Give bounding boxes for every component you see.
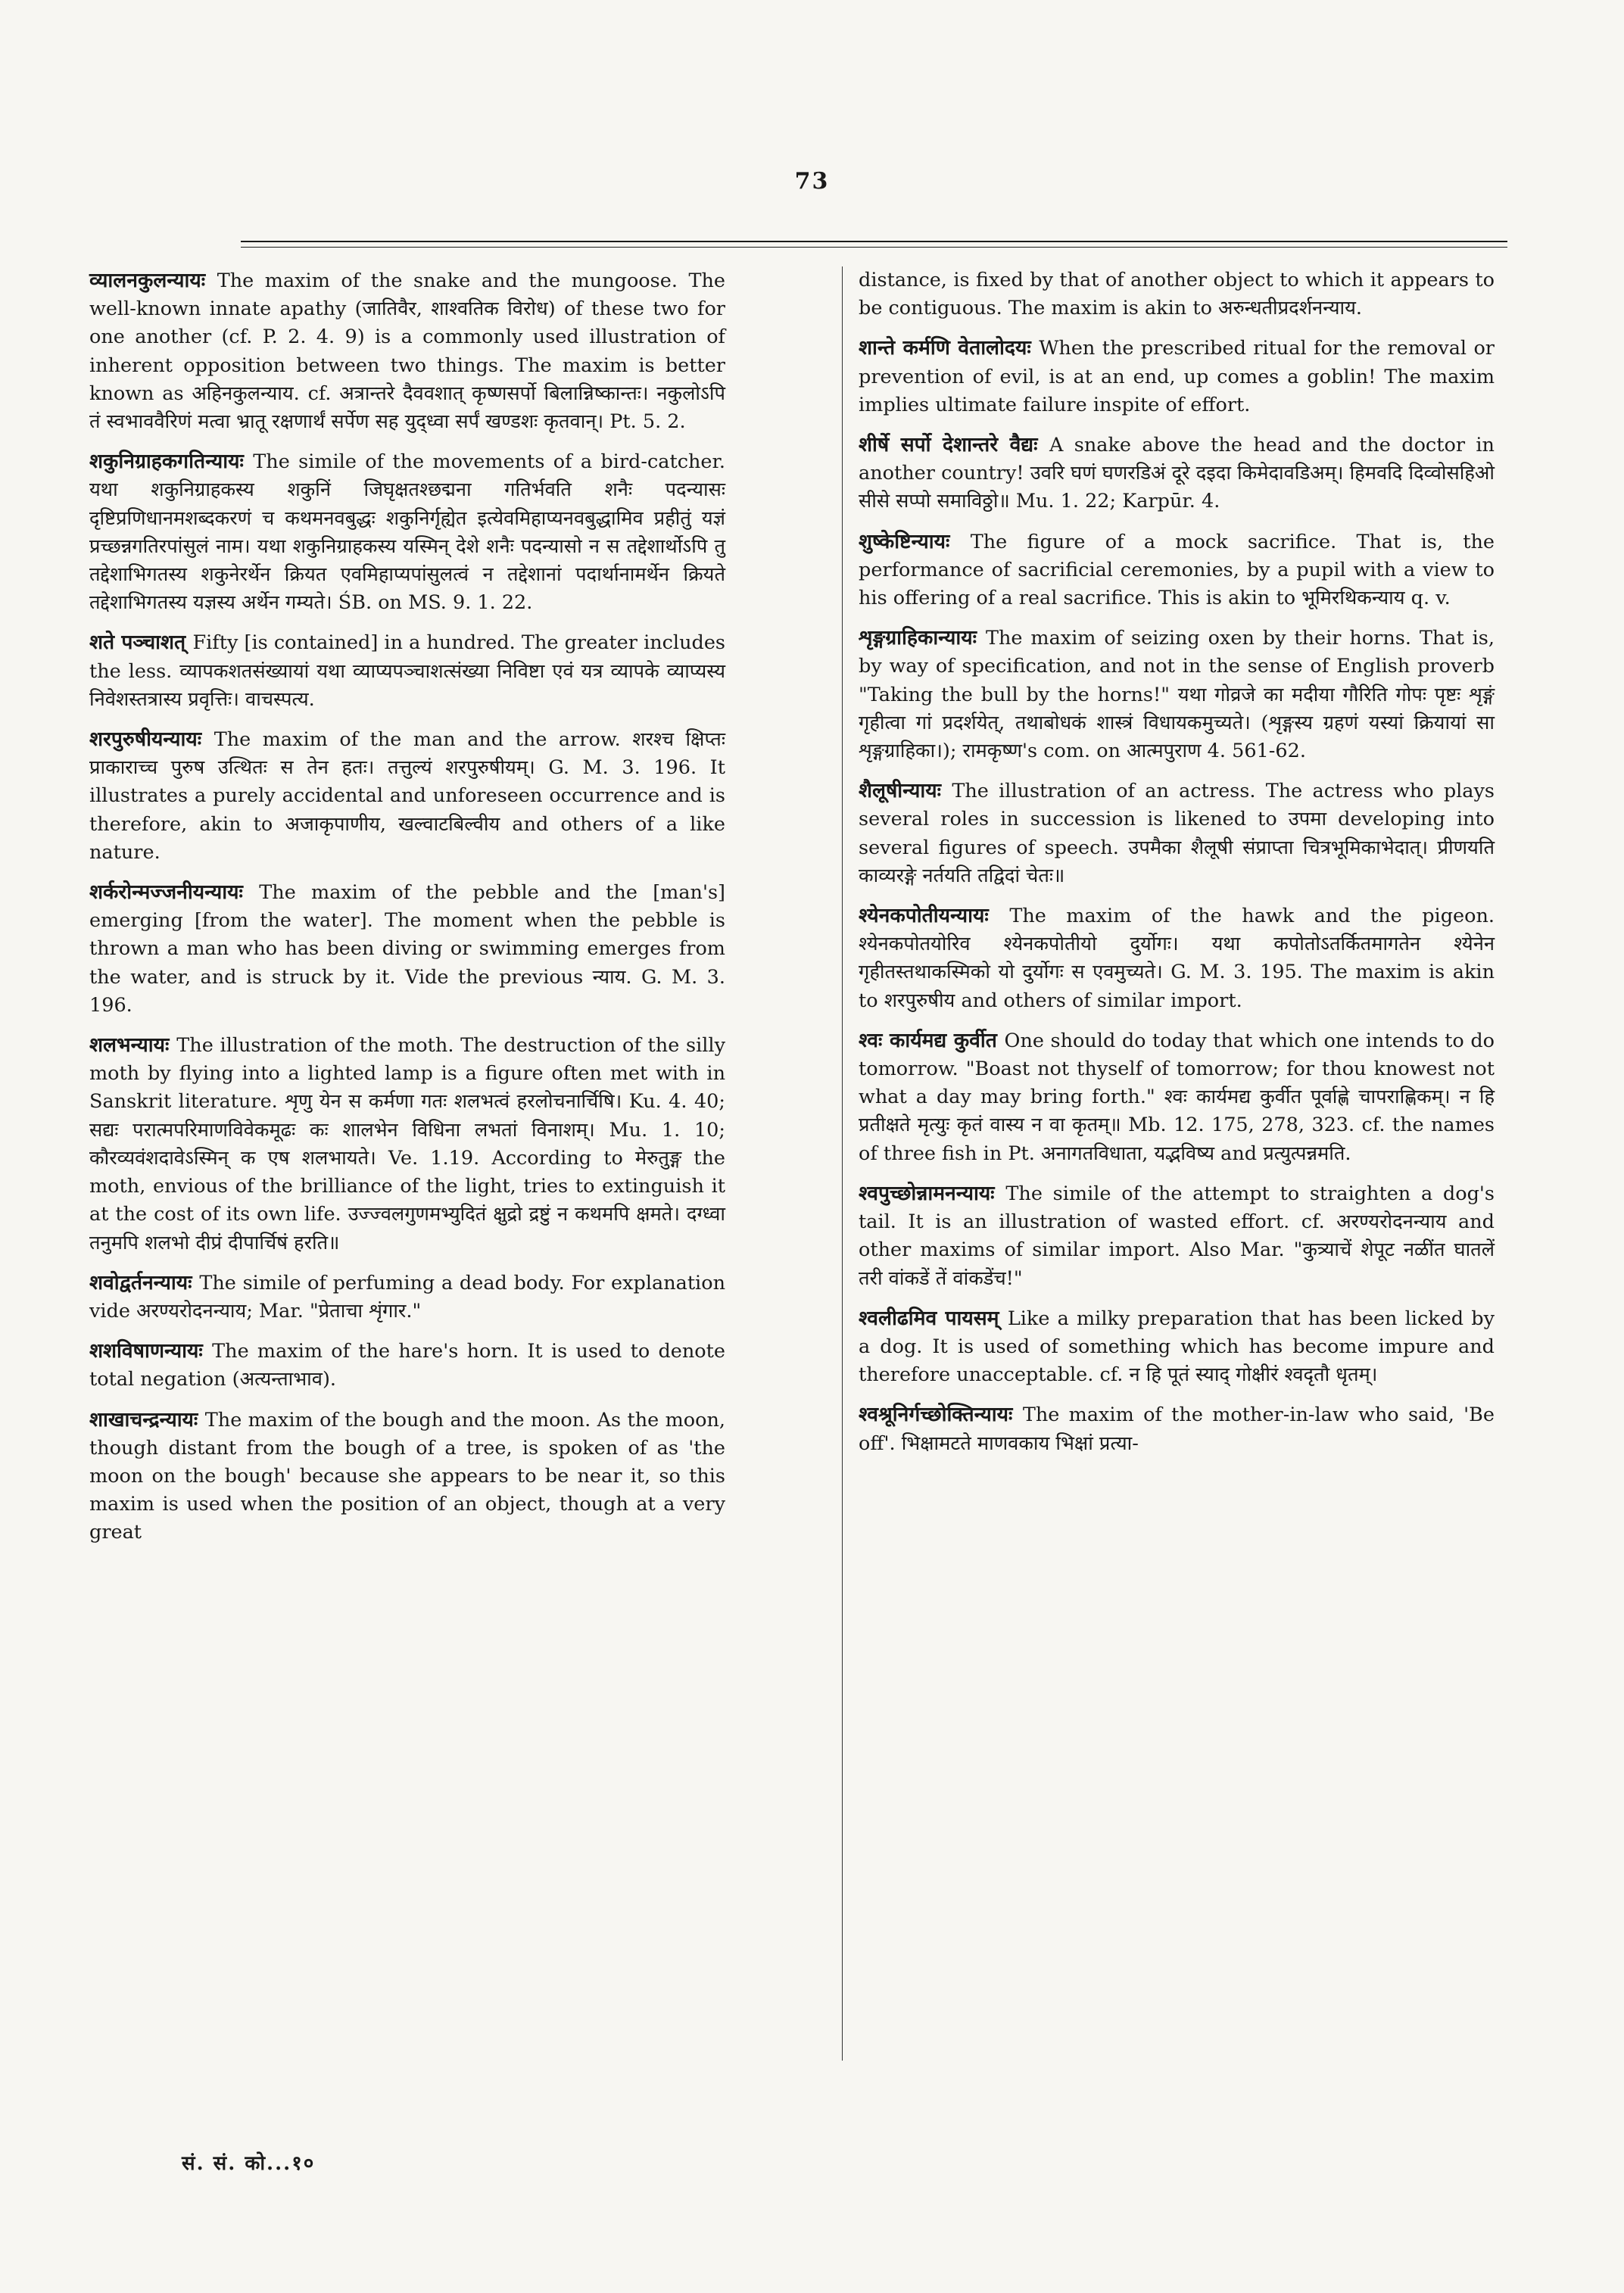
entry-headword: श्वलीढमिव पायसम्	[859, 1306, 999, 1330]
dictionary-entry	[89, 1406, 725, 1547]
entry-headword: श्वपुच्छोन्नामनन्यायः	[859, 1181, 995, 1205]
entry-headword: शैलूषीन्यायः	[859, 779, 941, 803]
entry-text: The simile of the attempt to straighten a dog's tail. It is an illustration of wasted effort. cf. अरण्यरोदनन्याय and other maxims of similar import. Also Mar. "कुत्र्याचें शेपूट नळींत घातलें तरी वांकडें तें वांकडेंच!"	[859, 1182, 1495, 1290]
dictionary-entry	[859, 1027, 1495, 1168]
entry-headword: शते पञ्चाशत्	[89, 631, 186, 655]
entry-text: The maxim of the mother-in-law who said, 'Be off'. भिक्षामटते माणवकाय भिक्षां प्रत्या-	[859, 1404, 1495, 1455]
entry-headword: श्वः कार्यमद्य कुर्वीत	[859, 1028, 997, 1052]
entry-text: When the prescribed ritual for the removal or prevention of evil, is at an end, up comes a goblin! The maxim implies ultimate failure inspite of effort.	[859, 337, 1495, 416]
dictionary-entry	[859, 777, 1495, 890]
entry-text: A snake above the head and the doctor in another country! उवरि घणं घणरडिअं दूरे दइदा किमेदावडिअम्। हिमवदि दिव्वोसहिओ सीसे सप्पो समाविठ्ठो॥ Mu. 1. 22; Karpūr. 4.	[859, 434, 1495, 513]
entry-headword: शशविषाणन्यायः	[89, 1339, 203, 1363]
entry-headword: शृङ्गग्राहिकान्यायः	[859, 626, 977, 650]
entry-text: The maxim of the snake and the mungoose. The well-known innate apathy (जातिवैर, शाश्वतिक विरोध) of these two for one another (cf. P. 2. 4. 9) is a commonly used illustration of inherent opposition between two things. The maxim is better known as अहिनकुलन्याय. cf. अत्रान्तरे दैववशात् कृष्णसर्पो बिलान्निष्कान्तः। नकुलोऽपि तं स्वभाववैरिणं मत्वा भ्रातू रक्षणार्थं सर्पेण सह युद्ध्वा सर्पं खण्डशः कृतवान्। Pt. 5. 2.	[89, 269, 725, 434]
entry-text: The maxim of the pebble and the [man's] emerging [from the water]. The moment when the pebble is thrown a man who has been diving or swimming emerges from the water, and is struck by it. Vide the previous न्याय. G. M. 3. 196.	[89, 881, 725, 1017]
entry-text: The illustration of an actress. The actress who plays several roles in succession is likened to उपमा developing into several figures of speech. उपमैका शैलूषी संप्राप्ता चित्रभूमिकाभेदात्। प्रीणयति काव्यरङ्गे नर्तयति तद्विदां चेतः॥	[859, 780, 1495, 887]
entry-text: The maxim of seizing oxen by their horns. That is, by way of specification, and not in the sense of English proverb "Taking the bull by the horns!" यथा गोव्रजे का मदीया गौरिति गोपः पृष्टः शृङ्गं गृहीत्वा गां प्रदर्शयेत्, तथाबोधकं शास्त्रं विधायकमुच्यते। (शृङ्गस्य ग्रहणं यस्यां क्रियायां सा शृङ्गग्राहिका।); रामकृष्ण's com. on आत्मपुराण 4. 561-62.	[859, 627, 1495, 763]
entry-headword: श्येनकपोतीयन्यायः	[859, 904, 989, 928]
entry-text: distance, is fixed by that of another object to which it appears to be contiguous. The maxim is akin to अरुन्धतीप्रदर्शनन्याय.	[859, 269, 1495, 320]
dictionary-entry	[89, 628, 725, 714]
entry-headword: शरपुरुषीयन्यायः	[89, 727, 202, 752]
entry-text: The illustration of the moth. The destruction of the silly moth by flying into a lighted lamp is a figure often met with in Sanskrit literature. शृणु येन स कर्मणा गतः शलभत्वं हरलोचनार्चिषि। Ku. 4. 40; सद्यः परात्मपरिमाणविवेकमूढः कः शालभेन विधिना लभतां विनाशम्। Mu. 1. 10; कौरव्यवंशदावेऽस्मिन् क एष शलभायते। Ve. 1.19. According to मेरुतुङ्ग the moth, envious of the brilliance of the light, tries to extinguish it at the cost of its own life. उज्ज्वलगुणमभ्युदितं क्षुद्रो द्रष्टुं न कथमपि क्षमते। दग्ध्वा तनुमपि शलभो दीप्रं दीपार्चिषं हरति॥	[89, 1034, 725, 1254]
header-rule-thin	[241, 247, 1507, 248]
dictionary-entry	[859, 1179, 1495, 1293]
dictionary-entry	[859, 431, 1495, 516]
entry-text: Like a milky preparation that has been licked by a dog. It is used of something which has become impure and therefore unacceptable. cf. न हि पूतं स्याद् गोक्षीरं श्वदृतौ धृतम्।	[859, 1307, 1495, 1387]
dictionary-entry	[859, 334, 1495, 419]
entry-headword: श्वश्रूनिर्गच्छोक्तिन्यायः	[859, 1403, 1013, 1427]
dictionary-entry	[89, 266, 725, 436]
entry-headword: शान्ते कर्मणि वेतालोदयः	[859, 336, 1031, 360]
entry-headword: शकुनिग्राहकगतिन्यायः	[89, 450, 244, 474]
dictionary-entry	[89, 447, 725, 617]
entry-text: The simile of the movements of a bird-catcher. यथा शकुनिग्राहकस्य शकुनिं जिघृक्षतश्छद्मना गतिर्भवति शनैः पदन्यासः दृष्टिप्रणिधानमशब्दकरणं च कथमनवबुद्धः शकुनिर्गृह्येत इत्येवमिहाप्यनवबुद्धामिव प्रहीतुं यज्ञं प्रच्छन्नगतिरपांसुलं नाम। यथा शकुनिग्राहकस्य यस्मिन् देशे शनैः पदन्यासो न स तद्देशार्थोऽपि तु तद्देशाभिगतस्य शकुनेरर्थेन क्रियत एवमिहाप्यपांसुलत्वं न तद्देशानां पदार्थानामर्थेन क्रियते तद्देशाभिगतस्य यज्ञस्य अर्थेन गम्यते। ŚB. on MS. 9. 1. 22.	[89, 450, 725, 615]
entry-headword: शर्करोन्मज्जनीयन्यायः	[89, 880, 243, 905]
entry-headword: शवोद्वर्तनन्यायः	[89, 1270, 192, 1294]
column-divider	[842, 266, 843, 2061]
entry-headword: शलभन्यायः	[89, 1033, 170, 1058]
entry-headword: शुष्केष्टिन्यायः	[859, 529, 950, 553]
dictionary-entry	[859, 1400, 1495, 1457]
entry-text: One should do today that which one intends to do tomorrow. "Boast not thyself of tomorrow; for thou knowest not what a day may bring forth." श्वः कार्यमद्य कुर्वीत पूर्वाह्णे चापराह्णिकम्। न हि प्रतीक्षते मृत्युः कृतं वास्य न वा कृतम्॥ Mb. 12. 175, 278, 323. cf. the names of three fish in Pt. अनागतविधाता, यद्भविष्य and प्रत्युत्पन्नमति.	[859, 1029, 1495, 1165]
dictionary-entry	[89, 725, 725, 867]
entry-text: The maxim of the bough and the moon. As the moon, though distant from the bough of a tree, is spoken of as 'the moon on the bough' because she appears to be near it, so this maxim is used when the position of an object, though at a very great	[89, 1408, 725, 1544]
dictionary-entry	[89, 1337, 725, 1394]
entry-text: The simile of perfuming a dead body. For explanation vide अरण्यरोदनन्याय; Mar. "प्रेताचा शृंगार."	[89, 1271, 725, 1323]
entry-headword: शीर्षे सर्पो देशान्तरे वैद्यः	[859, 433, 1038, 457]
right-column	[859, 266, 1495, 1469]
entry-text: The maxim of the hawk and the pigeon. श्येनकपोतयोरिव श्येनकपोतीयो दुर्योगः। यथा कपोतोऽतर्कितमागतेन श्येनेन गृहीतस्तथाकस्मिको यो दुर्योगः स एवमुच्यते। G. M. 3. 195. The maxim is akin to शरपुरुषीय and others of similar import.	[859, 905, 1495, 1012]
left-column	[89, 266, 725, 1559]
entry-text: The maxim of the man and the arrow. शरश्च क्षिप्तः प्राकाराच्च पुरुष उत्थितः स तेन हतः। तत्तुल्यं शरपुरुषीयम्। G. M. 3. 196. It illustrates a purely accidental and unforeseen occurrence and is therefore, akin to अजाकृपाणीय, खल्वाटबिल्वीय and others of a like nature.	[89, 728, 725, 864]
dictionary-entry	[89, 878, 725, 1020]
entry-headword: शाखाचन्द्रन्यायः	[89, 1407, 198, 1432]
dictionary-entry	[859, 528, 1495, 613]
dictionary-entry	[859, 624, 1495, 765]
header-rule	[241, 241, 1507, 242]
entry-text: Fifty [is contained] in a hundred. The greater includes the less. व्यापकशतसंख्यायां यथा व्याप्यपञ्चाशत्संख्या निविष्टा एवं यत्र व्यापके व्याप्यस्य निवेशस्तत्रास्य प्रवृत्तिः। वाचस्पत्य.	[89, 631, 726, 711]
dictionary-entry	[859, 266, 1495, 322]
dictionary-entry	[89, 1031, 725, 1257]
dictionary-entry	[89, 1269, 725, 1326]
page-number: 73	[794, 168, 830, 195]
entry-text: The figure of a mock sacrifice. That is, the performance of sacrificial ceremonies, by a pupil with a view to his offering of a real sacrifice. This is akin to भूमिरथिकन्याय q. v.	[859, 530, 1495, 610]
entry-headword: व्यालनकुलन्यायः	[89, 269, 206, 292]
dictionary-entry	[859, 902, 1495, 1015]
entry-text: The maxim of the hare's horn. It is used to denote total negation (अत्यन्ताभाव).	[89, 1340, 726, 1391]
footer-signature: सं. सं. को...१०	[182, 2152, 316, 2175]
dictionary-entry	[859, 1304, 1495, 1390]
